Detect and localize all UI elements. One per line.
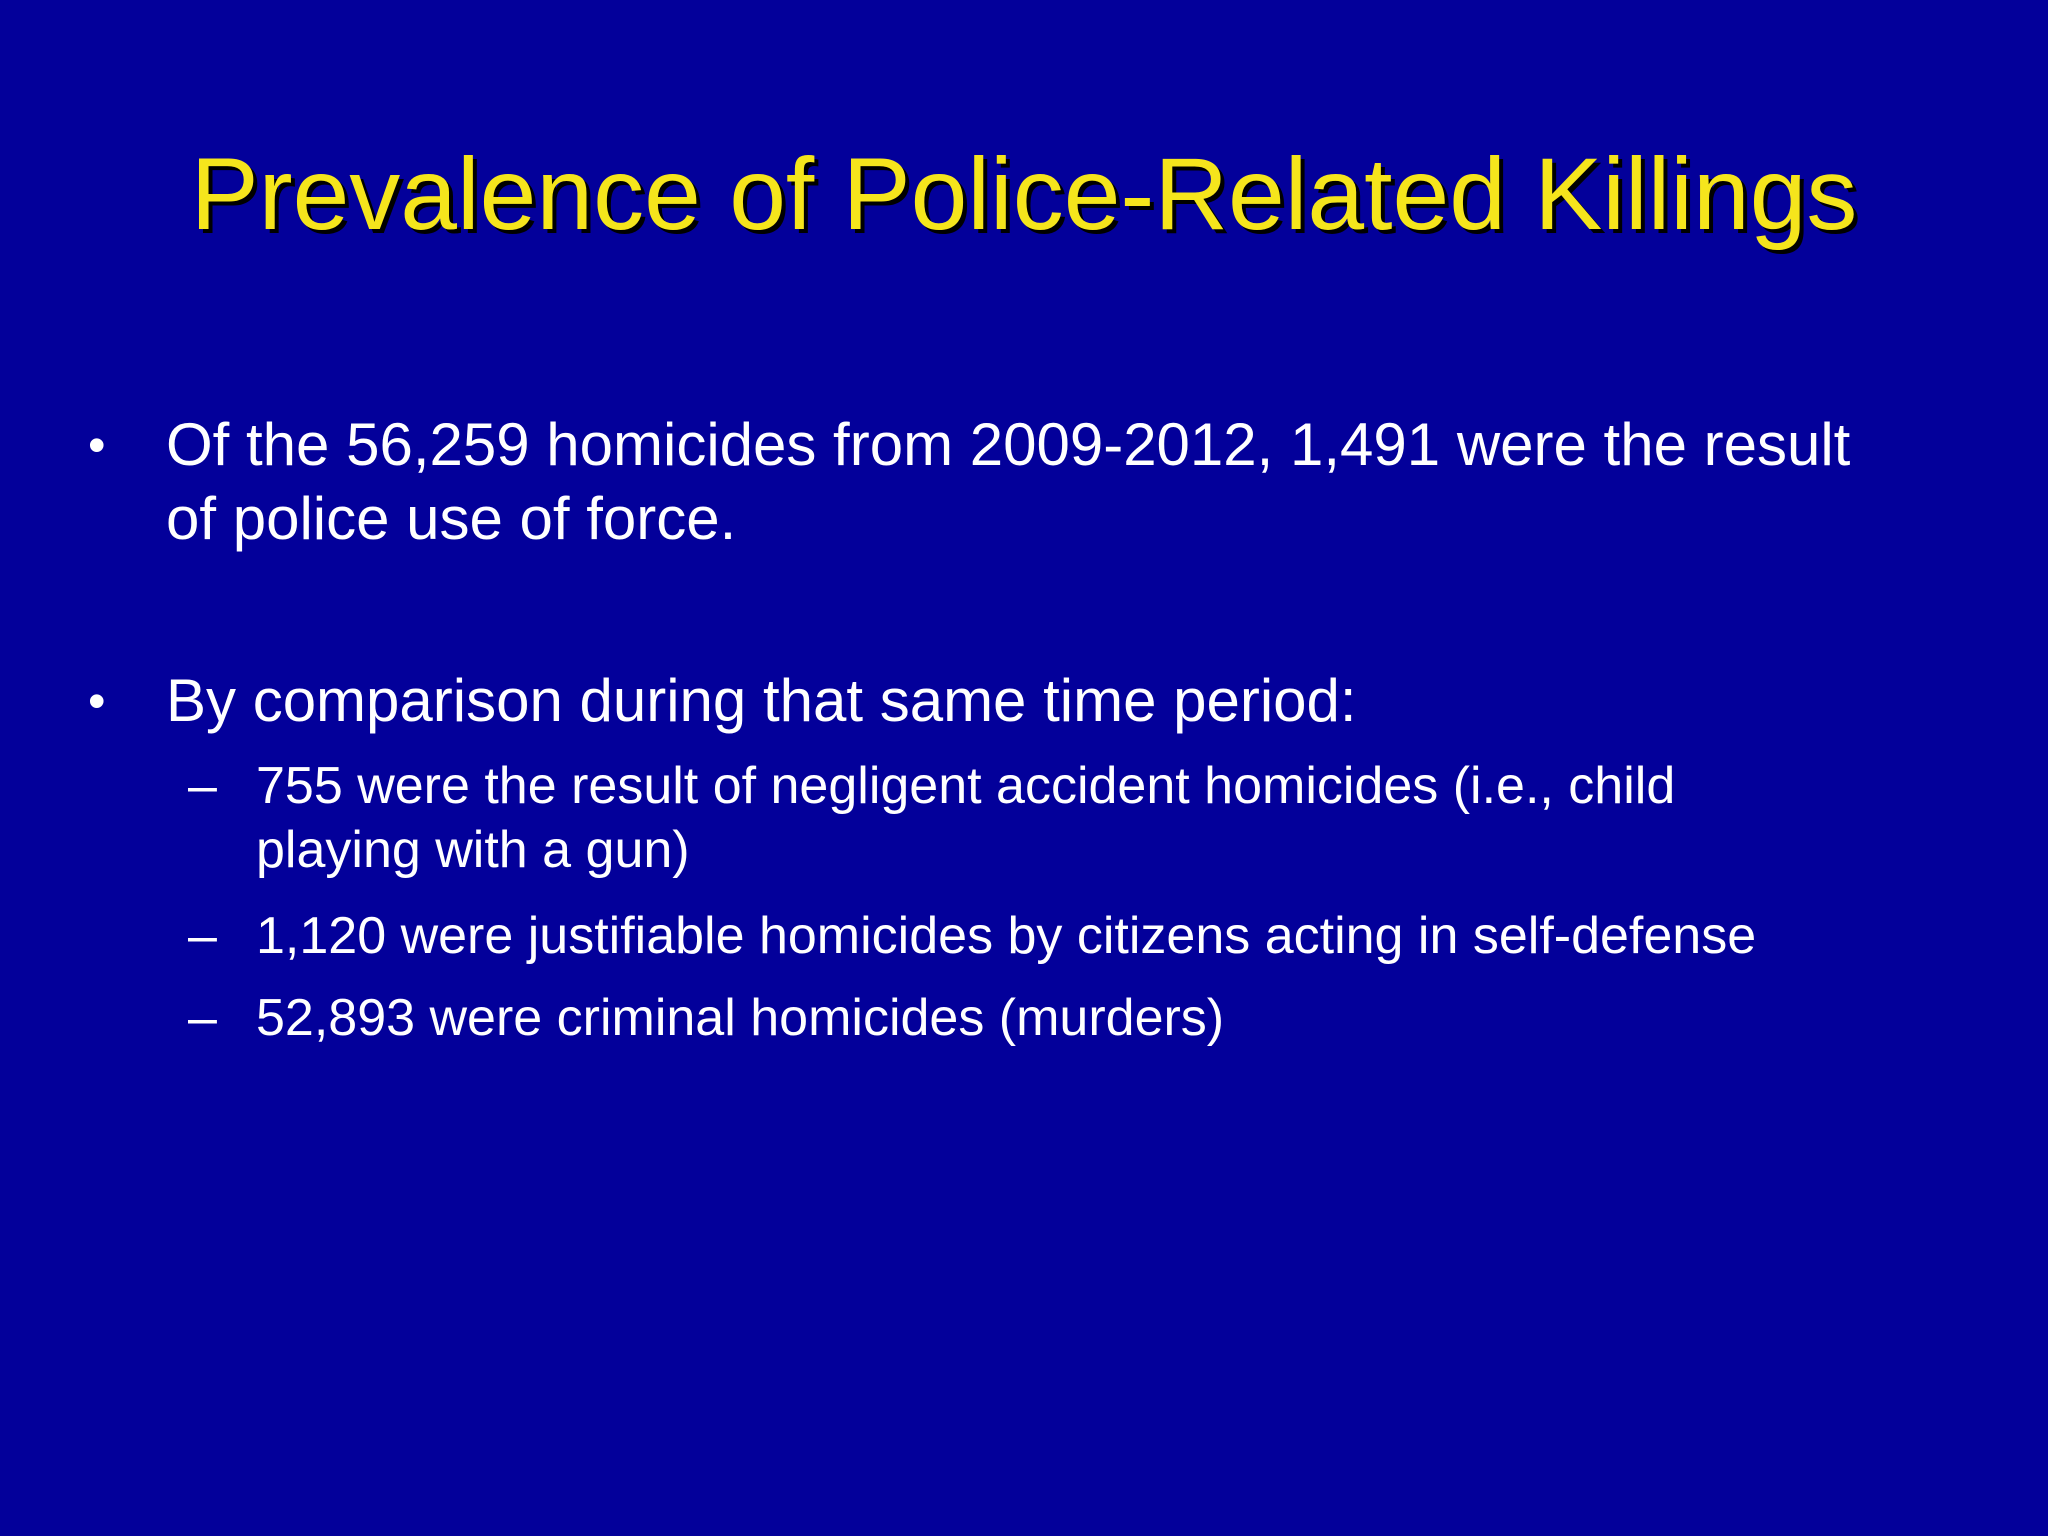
sub-item-2-line-1: 1,120 were justifiable homicides by citizens acting in self-defense	[256, 907, 1757, 965]
slide-title: Prevalence of Police-Related Killings	[190, 137, 1858, 251]
sub-bullet-marker: –	[188, 757, 217, 815]
bullet-marker: •	[88, 417, 106, 473]
bullet-1-line-2: of police use of force.	[166, 485, 737, 552]
sub-item-1-line-1: 755 were the result of negligent accident homicides (i.e., child	[256, 757, 1676, 815]
sub-bullet-marker: –	[188, 907, 217, 965]
bullet-marker: •	[88, 673, 106, 729]
bullet-1-line-1: Of the 56,259 homicides from 2009-2012, 1,491 were the result	[166, 411, 1851, 478]
sub-bullet-marker: –	[188, 989, 217, 1047]
sub-item-3-line-1: 52,893 were criminal homicides (murders)	[256, 989, 1225, 1047]
sub-item-1-line-2: playing with a gun)	[256, 821, 690, 879]
bullet-2-line-1: By comparison during that same time period:	[166, 667, 1357, 734]
